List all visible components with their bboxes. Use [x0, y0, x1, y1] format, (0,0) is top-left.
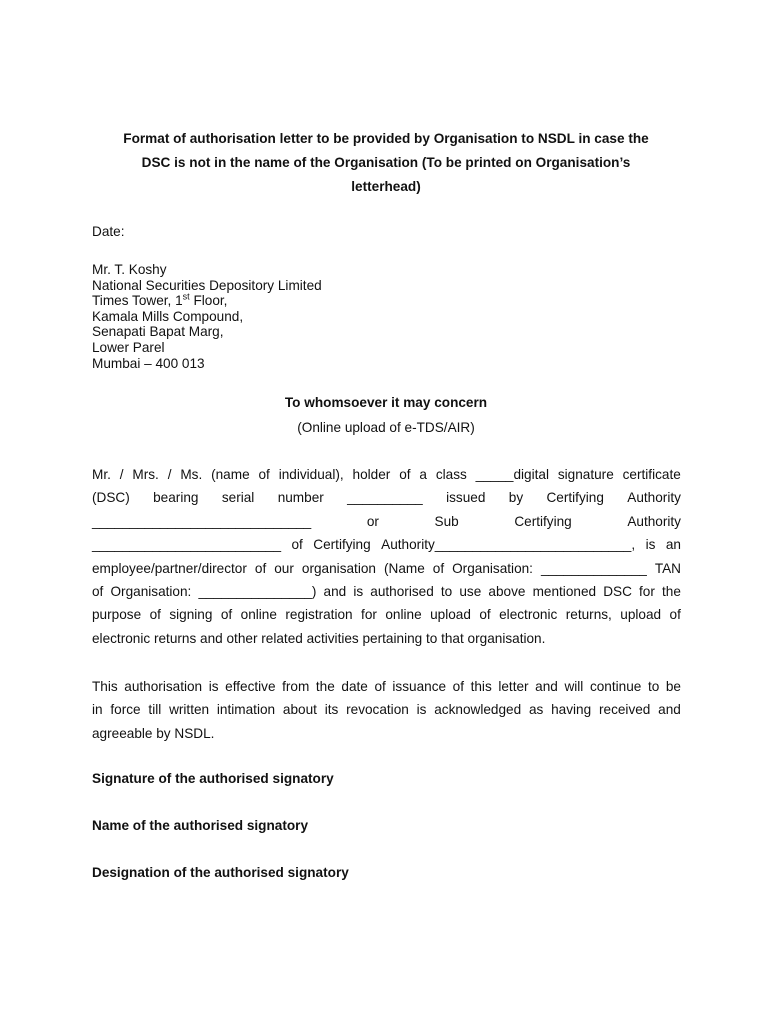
recipient-city: Mumbai – 400 013	[92, 355, 205, 371]
letter-heading: To whomsoever it may concern	[284, 395, 488, 410]
word: by	[508, 490, 524, 506]
word: authorised	[370, 583, 434, 599]
validity-paragraph	[92, 675, 681, 745]
word: serial	[221, 490, 255, 506]
word: as	[528, 702, 544, 718]
paragraph-line: agreeable by NSDL.	[92, 725, 215, 741]
word: _____________________________	[92, 513, 312, 529]
paragraph-line	[92, 675, 681, 698]
word: from	[282, 679, 310, 694]
recipient-building: Times Tower, 1st Floor,	[92, 291, 228, 309]
word: Certifying	[313, 537, 371, 553]
word: letter	[498, 679, 529, 694]
word: (DSC)	[92, 490, 130, 506]
word: be	[665, 679, 681, 694]
paragraph-line	[92, 698, 681, 721]
word: returns,	[565, 607, 612, 623]
word: authorisation	[124, 679, 203, 694]
word: date	[341, 679, 368, 694]
word: upload	[620, 607, 662, 623]
word: of	[399, 467, 411, 482]
word: continue	[589, 679, 642, 694]
word: for	[639, 583, 655, 599]
word: Sub	[434, 513, 459, 529]
date-label: Date:	[92, 224, 125, 239]
word: Authority__________________________,	[381, 537, 636, 553]
word: of	[220, 607, 233, 623]
word: of	[92, 583, 104, 599]
word: __________	[347, 490, 423, 506]
letter-subheading: (Online upload of e-TDS/AIR)	[297, 420, 475, 435]
word: of	[258, 467, 270, 482]
paragraph-line	[92, 603, 681, 626]
recipient-address	[92, 262, 322, 371]
word: _______________)	[198, 583, 317, 599]
word: in	[92, 702, 103, 718]
word: organisation	[301, 560, 376, 576]
word: online	[240, 607, 277, 623]
word: Mr.	[92, 467, 111, 482]
word: received	[598, 702, 651, 718]
word: of	[452, 679, 464, 694]
word: till	[148, 702, 162, 718]
word: an	[665, 537, 681, 553]
word: Ms.	[180, 467, 203, 482]
word: Certifying	[514, 513, 572, 529]
signature-label: Signature of the authorised signatory	[92, 771, 334, 786]
word: of	[149, 607, 161, 623]
title-line: Format of authorisation letter to be provided by Organisation to NSDL in case the	[123, 131, 649, 146]
word: is	[208, 679, 219, 694]
word: employee/partner/director	[92, 560, 247, 576]
document-title	[92, 127, 680, 199]
word: force	[110, 702, 141, 718]
word: and	[535, 679, 558, 694]
word: for	[361, 607, 377, 623]
word: the	[315, 679, 335, 694]
word: this	[470, 679, 492, 694]
title-line: DSC is not in the name of the Organisation (To be printed on Organisation’s	[141, 155, 631, 170]
word: registration	[285, 607, 353, 623]
signatory-designation-label: Designation of the authorised signatory	[92, 865, 349, 880]
word: of	[254, 560, 267, 576]
word: about	[282, 702, 317, 718]
signatory-name-label: Name of the authorised signatory	[92, 818, 309, 833]
word: is	[353, 583, 364, 599]
word: signature	[557, 467, 614, 482]
word: revocation	[346, 702, 409, 718]
word: its	[324, 702, 339, 718]
word: upload	[430, 607, 471, 623]
word: effective	[225, 679, 276, 694]
word: acknowledged	[434, 702, 522, 718]
word: intimation	[216, 702, 276, 718]
word: written	[169, 702, 210, 718]
word: Certifying	[546, 490, 604, 506]
word: _________________________	[92, 537, 282, 553]
word: our	[274, 560, 294, 576]
word: individual),	[278, 467, 344, 482]
word: signing	[169, 607, 213, 623]
title-line: letterhead)	[351, 179, 421, 194]
word: Mrs.	[132, 467, 159, 482]
paragraph-line	[92, 557, 681, 580]
recipient-company: National Securities Depository Limited	[92, 277, 322, 293]
word: DSC	[603, 583, 632, 599]
word: is	[416, 702, 427, 718]
recipient-name: Mr. T. Koshy	[92, 262, 167, 277]
word: issued	[446, 490, 486, 506]
word: number	[277, 490, 324, 506]
recipient-area: Lower Parel	[92, 339, 165, 355]
word: Organisation:	[452, 560, 533, 576]
paragraph-line: electronic returns and other related activities pertaining to that organisation.	[92, 630, 546, 646]
word: Authority	[627, 490, 681, 506]
paragraph-line	[92, 463, 681, 486]
word: issuance	[392, 679, 447, 694]
word: and	[658, 702, 681, 718]
word: to	[647, 679, 660, 694]
word: ______________	[540, 560, 647, 576]
word: /	[167, 467, 172, 482]
word: and	[323, 583, 347, 599]
word: holder	[352, 467, 391, 482]
word: use	[459, 583, 482, 599]
word: is	[645, 537, 656, 553]
recipient-road: Senapati Bapat Marg,	[92, 324, 224, 340]
word: _____digital	[475, 467, 549, 482]
word: of	[291, 537, 303, 553]
word: or	[366, 513, 379, 529]
paragraph-line	[92, 486, 681, 509]
word: certificate	[622, 467, 681, 482]
word: of	[669, 607, 681, 623]
paragraph-line	[92, 580, 681, 603]
word: TAN	[654, 560, 681, 576]
word: /	[119, 467, 124, 482]
word: online	[385, 607, 422, 623]
word: having	[551, 702, 592, 718]
word: This	[92, 679, 118, 694]
recipient-compound: Kamala Mills Compound,	[92, 308, 244, 324]
word: above	[488, 583, 526, 599]
word: class	[435, 467, 467, 482]
word: of	[479, 607, 491, 623]
word: the	[662, 583, 681, 599]
word: of	[432, 560, 445, 576]
paragraph-line	[92, 510, 681, 533]
paragraph-line	[92, 533, 681, 556]
word: (name	[211, 467, 250, 482]
word: a	[419, 467, 427, 482]
word: of	[374, 679, 386, 694]
authorisation-paragraph	[92, 463, 681, 650]
word: Organisation:	[110, 583, 192, 599]
word: bearing	[153, 490, 199, 506]
word: (Name	[383, 560, 425, 576]
word: Authority	[627, 513, 681, 529]
word: will	[564, 679, 584, 694]
word: mentioned	[532, 583, 597, 599]
word: to	[440, 583, 453, 599]
word: purpose	[92, 607, 142, 623]
word: electronic	[499, 607, 558, 623]
